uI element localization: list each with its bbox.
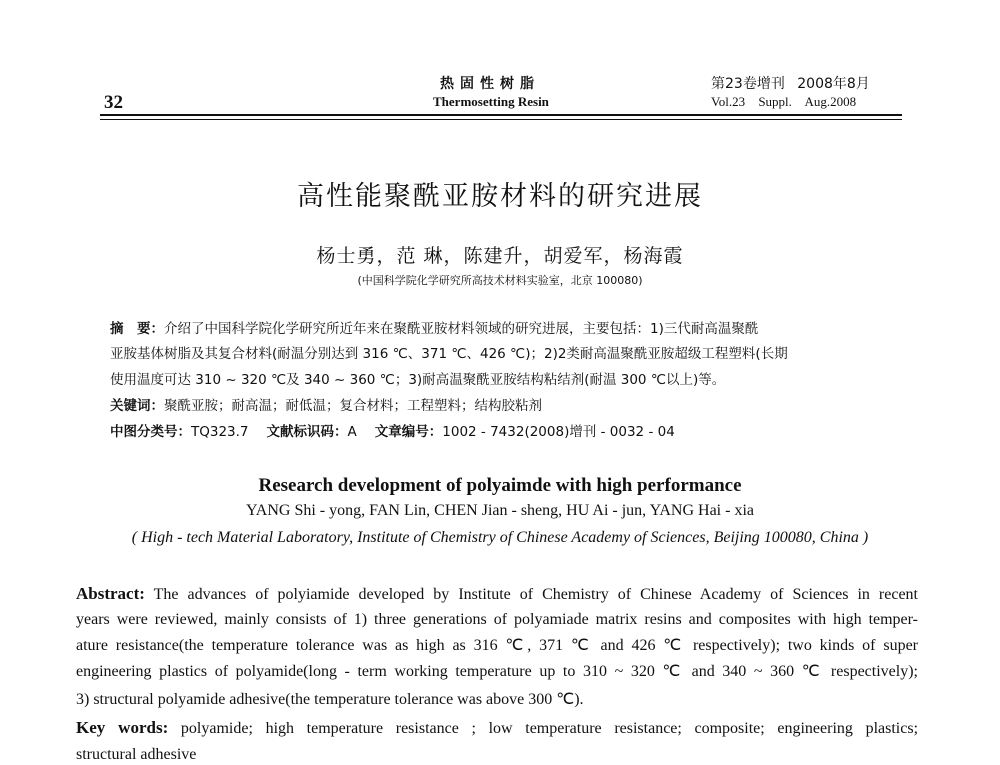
doc-code-label: 文献标识码： [266, 424, 348, 440]
abstract-en-text-5: 3) structural polyamide adhesive(the temperature tolerance was above 300 ℃). [76, 691, 584, 708]
page-number: 32 [104, 92, 123, 113]
affiliation-cn: (中国科学院化学研究所高技术材料实验室，北京 100080) [357, 274, 643, 287]
abstract-en-text-2: years were reviewed, mainly consists of 1) three generations of polyamiade matrix resins and composites with high temper- [76, 611, 918, 628]
keywords-cn [110, 397, 542, 415]
journal-name-en: Thermosetting Resin [433, 94, 549, 109]
affiliation-en: ( High - tech Material Laboratory, Institute of Chemistry of Chinese Academy of Sciences, Beijing 100080, China ) [131, 529, 869, 546]
abstract-en-text-1: The advances of polyiamide developed by Institute of Chemistry of Chinese Academy of Sciences in recent [153, 586, 919, 603]
issue-info-cn: 第23卷增刊 2008年8月 [711, 76, 870, 92]
paper-title-cn: 高性能聚酰亚胺材料的研究进展 [297, 181, 703, 212]
abstract-cn-label: 摘 要： [110, 321, 164, 337]
abstract-cn-text-3: 使用温度可达 310 ~ 320 ℃及 340 ~ 360 ℃；3)耐高温聚酰亚胺结构粘结剂(耐温 300 ℃以上)等。 [110, 372, 726, 388]
header-rule [100, 114, 902, 116]
authors-cn: 杨士勇，范 琳，陈建升，胡爱军，杨海霞 [316, 245, 684, 267]
abstract-cn-text-2: 亚胺基体树脂及其复合材料(耐温分别达到 316 ℃、371 ℃、426 ℃)；2)2类耐高温聚酰亚胺超级工程塑料(长期 [110, 346, 788, 362]
journal-name-cn: 热固性树脂 [440, 76, 540, 92]
keywords-en-line-1 [76, 718, 918, 739]
issue-info-en: Vol.23 Suppl. Aug.2008 [711, 94, 857, 109]
keywords-en-label: Key words: [76, 718, 169, 737]
abstract-cn-line-1 [110, 320, 758, 338]
keywords-en-text-1: polyamide; high temperature resistance ; low temperature resistance; composite; engineering plastics; [180, 720, 919, 737]
classification-line [110, 423, 675, 441]
keywords-cn-label: 关键词： [110, 398, 164, 414]
keywords-en-text-2: structural adhesive [76, 746, 197, 763]
abstract-en-text-3: ature resistance(the temperature tolerance was as high as 316 ℃, 371 ℃ and 426 ℃ respectively); two kinds of super [76, 637, 918, 654]
abstract-cn-text-1: 介绍了中国科学院化学研究所近年来在聚酰亚胺材料领域的研究进展，主要包括：1)三代耐高温聚酰 [164, 321, 759, 337]
class-label: 中图分类号： [110, 424, 191, 440]
doc-code-value: A [347, 424, 357, 440]
paper-title-en: Research development of polyaimde with high performance [258, 475, 742, 496]
abstract-en-text-4: engineering plastics of polyamide(long - term working temperature up to 310 ~ 320 ℃ and 340 ~ 360 ℃ respectively); [76, 663, 918, 680]
keywords-cn-text: 聚酰亚胺；耐高温；耐低温；复合材料；工程塑料；结构胶粘剂 [164, 398, 542, 414]
authors-en: YANG Shi - yong, FAN Lin, CHEN Jian - sheng, HU Ai - jun, YANG Hai - xia [246, 502, 754, 519]
class-value: TQ323.7 [191, 424, 249, 440]
abstract-en-line-1 [76, 584, 918, 605]
abstract-en-label: Abstract: [76, 584, 145, 603]
article-number-label: 文章编号： [374, 424, 443, 440]
header-rule-thin [100, 119, 902, 120]
article-number-value: 1002 - 7432(2008)增刊 - 0032 - 04 [442, 424, 675, 440]
